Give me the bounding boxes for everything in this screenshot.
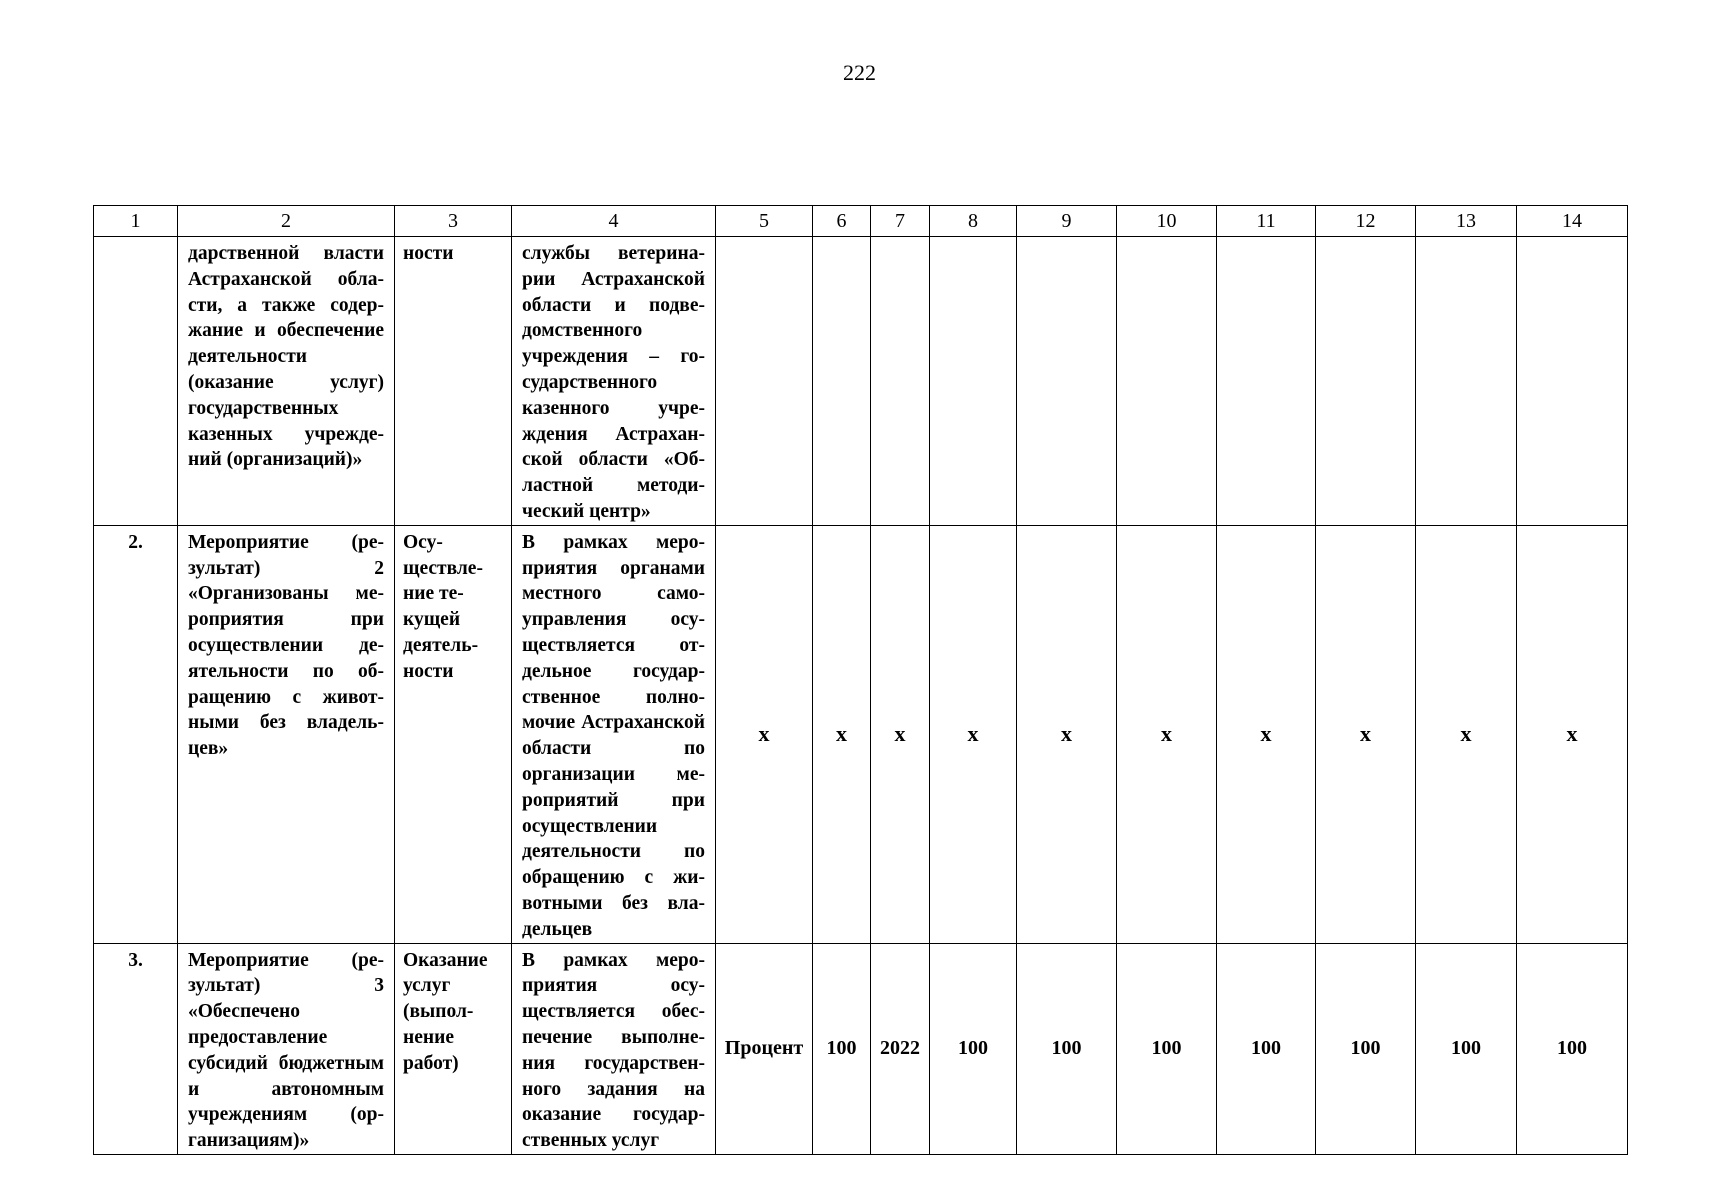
row-type: Осуществление текущей деятельности [395,525,512,943]
value-cell: 100 [1316,943,1416,1154]
header-cell: 1 [94,206,178,237]
row-number [94,237,178,526]
value-cell: 100 [1517,943,1628,1154]
header-cell: 7 [871,206,930,237]
value-cell: х [813,525,871,943]
header-cell: 3 [395,206,512,237]
header-cell: 12 [1316,206,1416,237]
header-cell: 6 [813,206,871,237]
value-cell: х [1117,525,1217,943]
header-cell: 10 [1117,206,1217,237]
value-cell: х [1517,525,1628,943]
value-cell [1017,237,1117,526]
value-cell [930,237,1017,526]
table-row [94,237,1628,526]
value-cell [813,237,871,526]
value-cell [871,237,930,526]
row-title: дарственной власти Астраханской области, а также содержание и обеспечение деятельности (оказание услуг) государственных казенных учреждений (организаций)» [178,237,395,526]
row-type: ности [395,237,512,526]
value-cell [1416,237,1517,526]
row-number: 2. [94,525,178,943]
value-cell [1517,237,1628,526]
value-cell: 100 [1217,943,1316,1154]
table-row [94,943,1628,1154]
value-cell [1117,237,1217,526]
data-table [93,205,1628,1155]
row-description: В рамках мероприятия органами местного самоуправления осуществляется отдельное государственное полномочие Астраханской области по организации мероприятий при осуществлении деятельности по обращению с животными без владельцев [512,525,716,943]
row-description: службы ветеринарии Астраханской области и подведомственного учреждения – государственного казенного учреждения Астраханской области «Областной методический центр» [512,237,716,526]
value-cell: х [1217,525,1316,943]
header-cell: 4 [512,206,716,237]
header-cell: 11 [1217,206,1316,237]
value-cell: 100 [1017,943,1117,1154]
row-title: Мероприятие (результат) 3 «Обеспечено предоставление субсидий бюджетным и автономным учреждениям (организациям)» [178,943,395,1154]
table-row [94,525,1628,943]
header-cell: 2 [178,206,395,237]
value-cell: 100 [813,943,871,1154]
value-cell: х [930,525,1017,943]
value-cell: 100 [930,943,1017,1154]
header-cell: 5 [716,206,813,237]
row-description: В рамках мероприятия осуществляется обеспечение выполнения государственного задания на оказание государственных услуг [512,943,716,1154]
value-cell: х [1416,525,1517,943]
value-cell: х [1316,525,1416,943]
header-cell: 13 [1416,206,1517,237]
table-header-row [94,206,1628,237]
header-cell: 9 [1017,206,1117,237]
value-cell [716,237,813,526]
value-cell: Процент [716,943,813,1154]
value-cell: х [871,525,930,943]
value-cell [1217,237,1316,526]
page-number: 222 [843,60,876,85]
value-cell [1316,237,1416,526]
value-cell: 100 [1416,943,1517,1154]
header-cell: 14 [1517,206,1628,237]
row-type: Оказание услуг (выполнение работ) [395,943,512,1154]
value-cell: 100 [1117,943,1217,1154]
value-cell: х [716,525,813,943]
value-cell: х [1017,525,1117,943]
row-title: Мероприятие (результат) 2 «Организованы мероприятия при осуществлении деятельности по обращению с животными без владельцев» [178,525,395,943]
value-cell: 2022 [871,943,930,1154]
row-number: 3. [94,943,178,1154]
header-cell: 8 [930,206,1017,237]
